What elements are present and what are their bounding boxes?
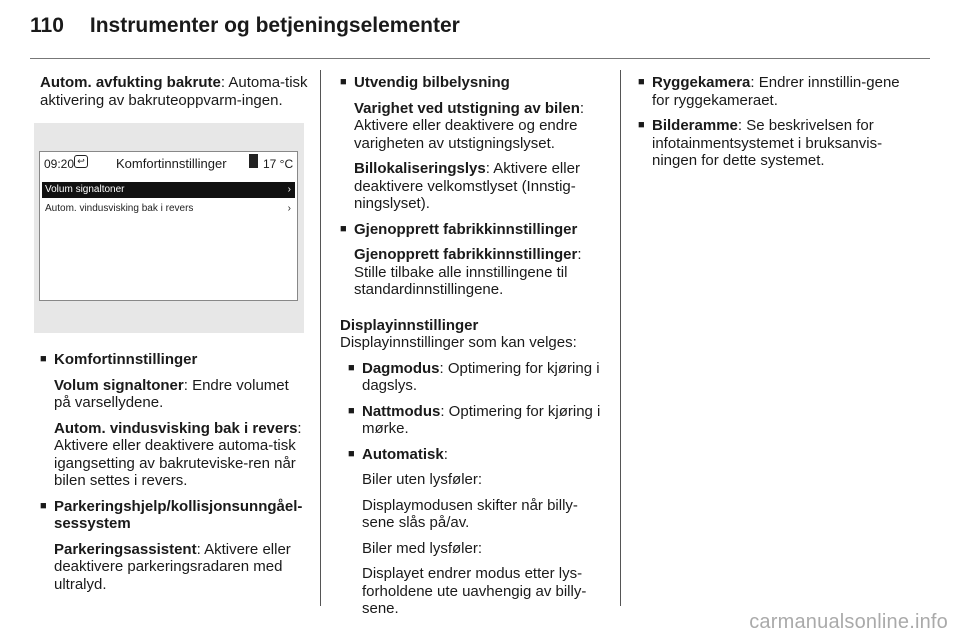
- clock-time: 09:20: [44, 157, 75, 171]
- text: : Endre volumet på varsellydene.: [54, 376, 289, 411]
- automatisk-line-4: Displayet endrer modus etter lys-forholdene ute uavhengig av billy-sene.: [362, 565, 587, 617]
- screen-title: Komfortinnstillinger: [116, 156, 227, 171]
- column-1: [40, 74, 308, 601]
- text: : Automa-tisk aktivering av bakruteoppvarm-ingen.: [40, 74, 308, 109]
- option-automatisk: [348, 446, 608, 464]
- text: : Aktivere eller deaktivere parkeringsradaren med ultralyd.: [54, 540, 291, 593]
- bullet-ryggekamera: [638, 74, 908, 109]
- section-heading: Displayinnstillinger: [340, 316, 479, 334]
- section-intro: Displayinnstillinger som kan velges:: [340, 334, 577, 351]
- page-title: Instrumenter og betjeningselementer: [89, 14, 460, 37]
- bullet-heading: ■ Gjenopprett fabrikkinnstillinger: [354, 220, 578, 238]
- text: : Se beskrivelsen for infotainmentsystemet i bruksanvis-ningen for dette systemet.: [652, 117, 883, 169]
- bullet-komfortinnstillinger: [40, 351, 308, 369]
- term: Billokaliseringslys: [354, 160, 486, 177]
- automatisk-line-3: Biler med lysføler:: [362, 539, 483, 557]
- column-2: [340, 74, 608, 626]
- term: Nattmodus: [362, 402, 441, 420]
- term: Automatisk: [362, 445, 444, 463]
- text: : Stille tilbake alle innstillingene til standardinnstillingene.: [354, 246, 582, 298]
- bullet-heading: ■ Parkeringshjelp/kollisjonsunngåel-sessystem: [54, 497, 303, 532]
- menu-item-label: Volum signaltoner: [45, 184, 125, 195]
- chevron-right-icon: ›: [287, 184, 291, 195]
- term: Varighet ved utstigning av bilen: [354, 99, 580, 117]
- term: Autom. vindusvisking bak i revers: [54, 419, 298, 437]
- text: : Aktivere eller deaktivere og endre varigheten av utstigningslyset.: [354, 99, 585, 152]
- bullet-heading: ■ Utvendig bilbelysning: [354, 74, 510, 91]
- header-divider: [30, 58, 930, 59]
- term: Dagmodus: [362, 359, 440, 377]
- menu-item-autom-vindusvisking: [42, 201, 295, 217]
- column-divider-2: [620, 70, 621, 606]
- automatisk-line-1: Biler uten lysføler:: [362, 471, 483, 488]
- bullet-gjenopprett: [340, 221, 608, 239]
- menu-item-volum-signaltoner: [42, 182, 295, 198]
- infotainment-screen: [39, 151, 298, 301]
- text: : Aktivere eller deaktivere automa-tisk igangsetting av bakruteviske-ren når bilen settes i revers.: [54, 419, 302, 489]
- paragraph-billokaliseringslys: [340, 160, 608, 213]
- paragraph-gjenopprett: [340, 246, 608, 299]
- option-nattmodus: [348, 403, 608, 438]
- term: Volum signaltoner: [54, 376, 184, 394]
- text: : Optimering for kjøring i dagslys.: [362, 359, 600, 394]
- text: : Optimering for kjøring i mørke.: [362, 402, 601, 437]
- term: Gjenopprett fabrikkinnstillinger: [354, 246, 578, 263]
- bullet-parkeringshjelp: [40, 498, 308, 533]
- page-header: [30, 14, 460, 38]
- page-number: 110: [30, 14, 64, 37]
- text: :: [443, 445, 448, 463]
- term: Autom. avfukting bakrute: [40, 74, 221, 91]
- bullet-utvendig-bilbelysning: [340, 74, 608, 92]
- paragraph-volum: [40, 377, 308, 412]
- paragraph-varighet: [340, 100, 608, 153]
- back-icon: ↩: [74, 155, 88, 168]
- paragraph-autom-avfukting: [40, 74, 308, 109]
- text: : Aktivere eller deaktivere velkomstlyset (Innstig-ningslyset).: [354, 160, 580, 212]
- paragraph-vindusvisking: [40, 420, 308, 490]
- paragraph-parkeringsassistent: [40, 541, 308, 594]
- bullet-heading: ■ Komfortinnstillinger: [54, 351, 198, 368]
- column-3: [638, 74, 908, 178]
- term: Bilderamme: [652, 117, 738, 134]
- automatisk-line-2: Displaymodusen skifter når billy-sene slås på/av.: [362, 496, 578, 531]
- watermark: carmanualsonline.info: [749, 611, 948, 633]
- term: Ryggekamera: [652, 74, 751, 91]
- chevron-right-icon: ›: [287, 203, 291, 214]
- column-divider-1: [320, 70, 321, 606]
- text: : Endrer innstillin-gene for ryggekameraet.: [652, 74, 900, 109]
- screen-status-bar: [40, 152, 297, 172]
- outside-temperature: 17 °C: [263, 157, 294, 171]
- bullet-bilderamme: [638, 117, 908, 170]
- thermometer-icon: [249, 154, 258, 168]
- display-screenshot: [34, 123, 304, 333]
- term: Parkeringsassistent: [54, 540, 197, 558]
- option-dagmodus: [348, 360, 608, 395]
- menu-item-label: Autom. vindusvisking bak i revers: [45, 203, 194, 214]
